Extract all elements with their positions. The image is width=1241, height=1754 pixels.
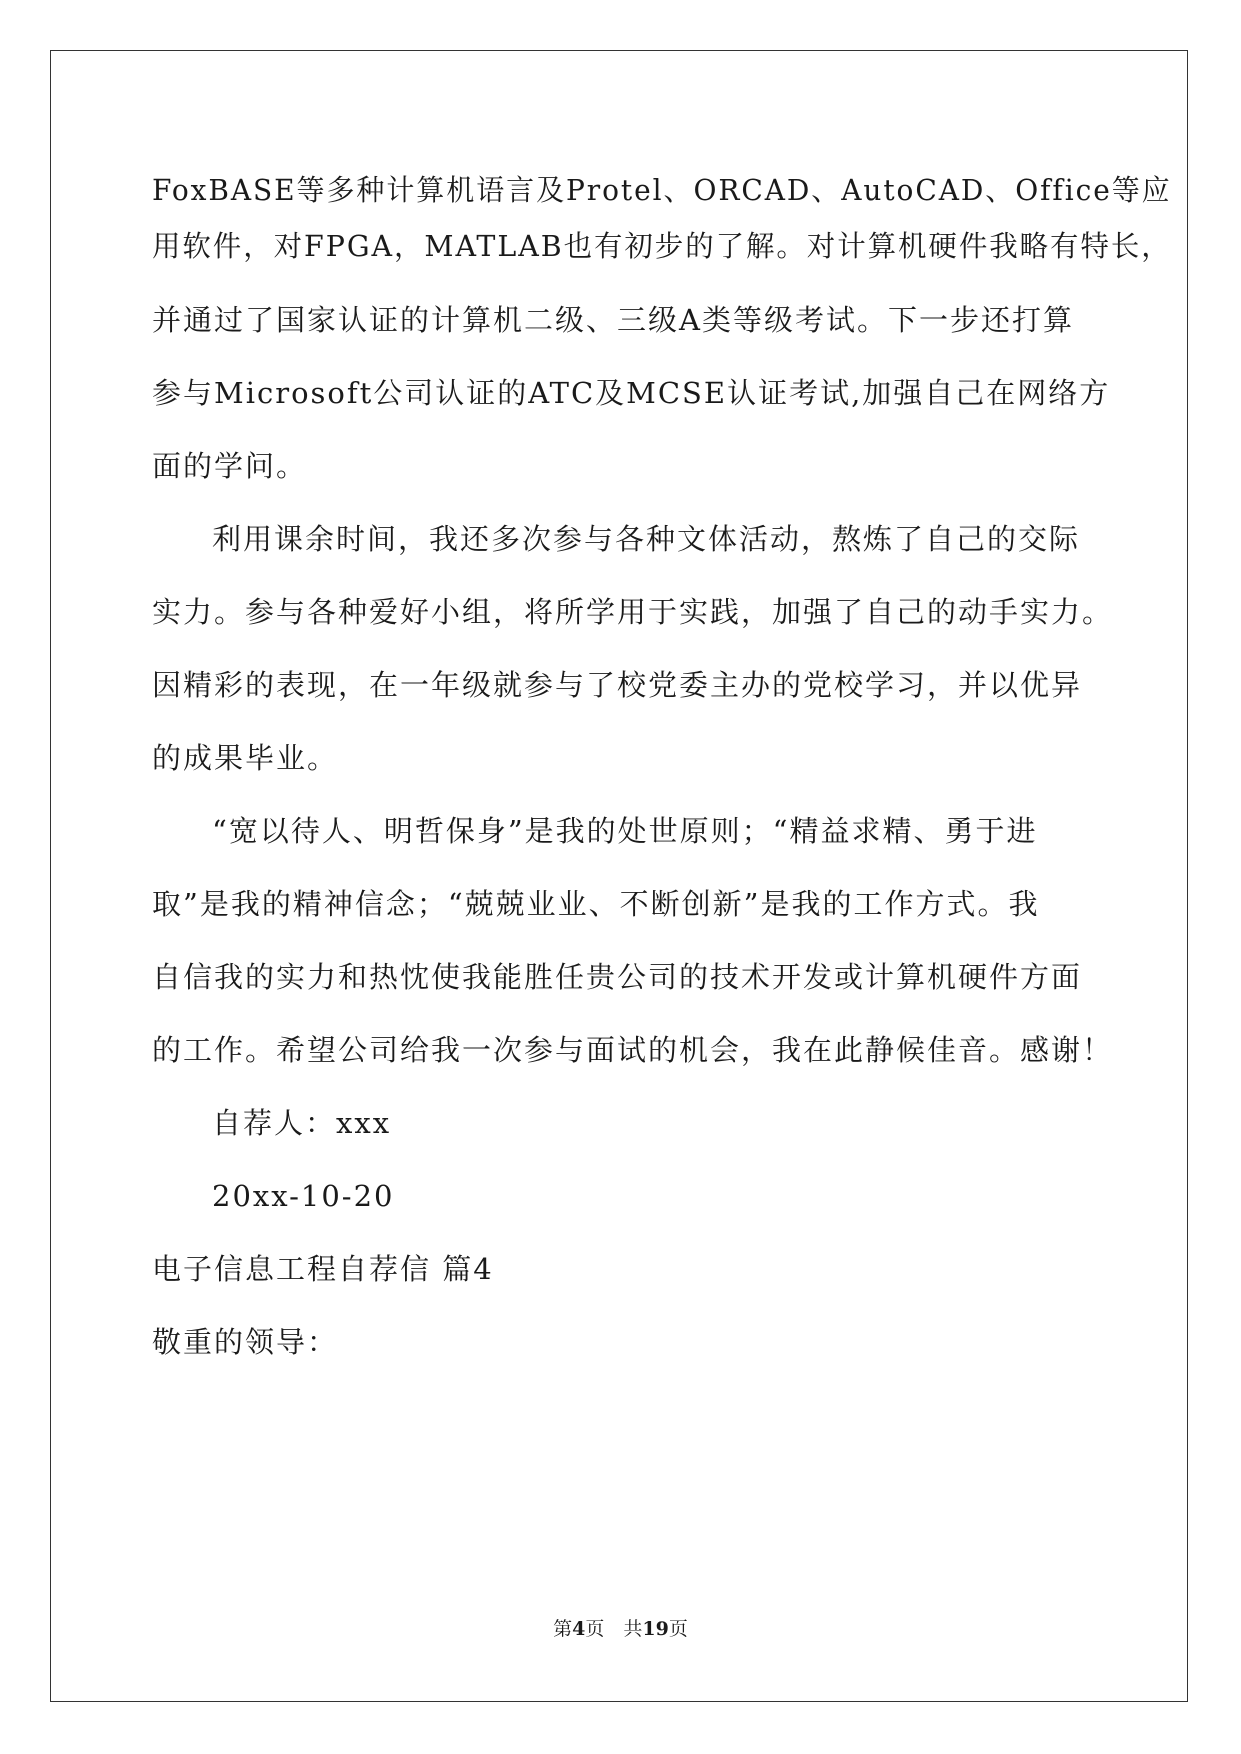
footer-middle: 页 共	[585, 1618, 643, 1640]
body-line: 用软件，对FPGA，MATLAB也有初步的了解。对计算机硬件我略有特长，	[152, 229, 1172, 263]
body-line: 因精彩的表现，在一年级就参与了校党委主办的党校学习，并以优异	[152, 668, 1083, 702]
body-line: “宽以待人、明哲保身”是我的处世原则；“精益求精、勇于进	[212, 814, 1038, 848]
body-line: 取”是我的精神信念；“兢兢业业、不断创新”是我的工作方式。我	[152, 887, 1040, 921]
body-line: 自信我的实力和热忱使我能胜任贵公司的技术开发或计算机硬件方面	[152, 960, 1083, 994]
body-line: 的成果毕业。	[152, 741, 339, 775]
page-frame	[50, 50, 1188, 1702]
footer-page-number: 4	[572, 1618, 586, 1640]
body-line: 利用课余时间，我还多次参与各种文体活动，熬炼了自己的交际	[212, 522, 1081, 556]
date-line: 20xx-10-20	[212, 1179, 395, 1213]
footer-total-pages: 19	[642, 1618, 669, 1640]
body-line: 并通过了国家认证的计算机二级、三级A类等级考试。下一步还打算	[152, 303, 1074, 337]
body-line: 实力。参与各种爱好小组，将所学用于实践，加强了自己的动手实力。	[152, 595, 1114, 629]
signer-line: 自荐人：xxx	[212, 1106, 392, 1140]
page-footer	[0, 1617, 1241, 1641]
body-line: 的工作。希望公司给我一次参与面试的机会，我在此静候佳音。感谢！	[152, 1033, 1114, 1067]
footer-suffix: 页	[668, 1618, 688, 1640]
body-line: 参与Microsoft公司认证的ATC及MCSE认证考试,加强自己在网络方	[152, 376, 1111, 410]
salutation-line: 敬重的领导：	[152, 1325, 339, 1359]
body-line: FoxBASE等多种计算机语言及Protel、ORCAD、AutoCAD、Office等应	[152, 173, 1172, 207]
body-line: 面的学问。	[152, 449, 308, 483]
section-heading: 电子信息工程自荐信 篇4	[152, 1252, 494, 1286]
footer-prefix: 第	[553, 1618, 573, 1640]
